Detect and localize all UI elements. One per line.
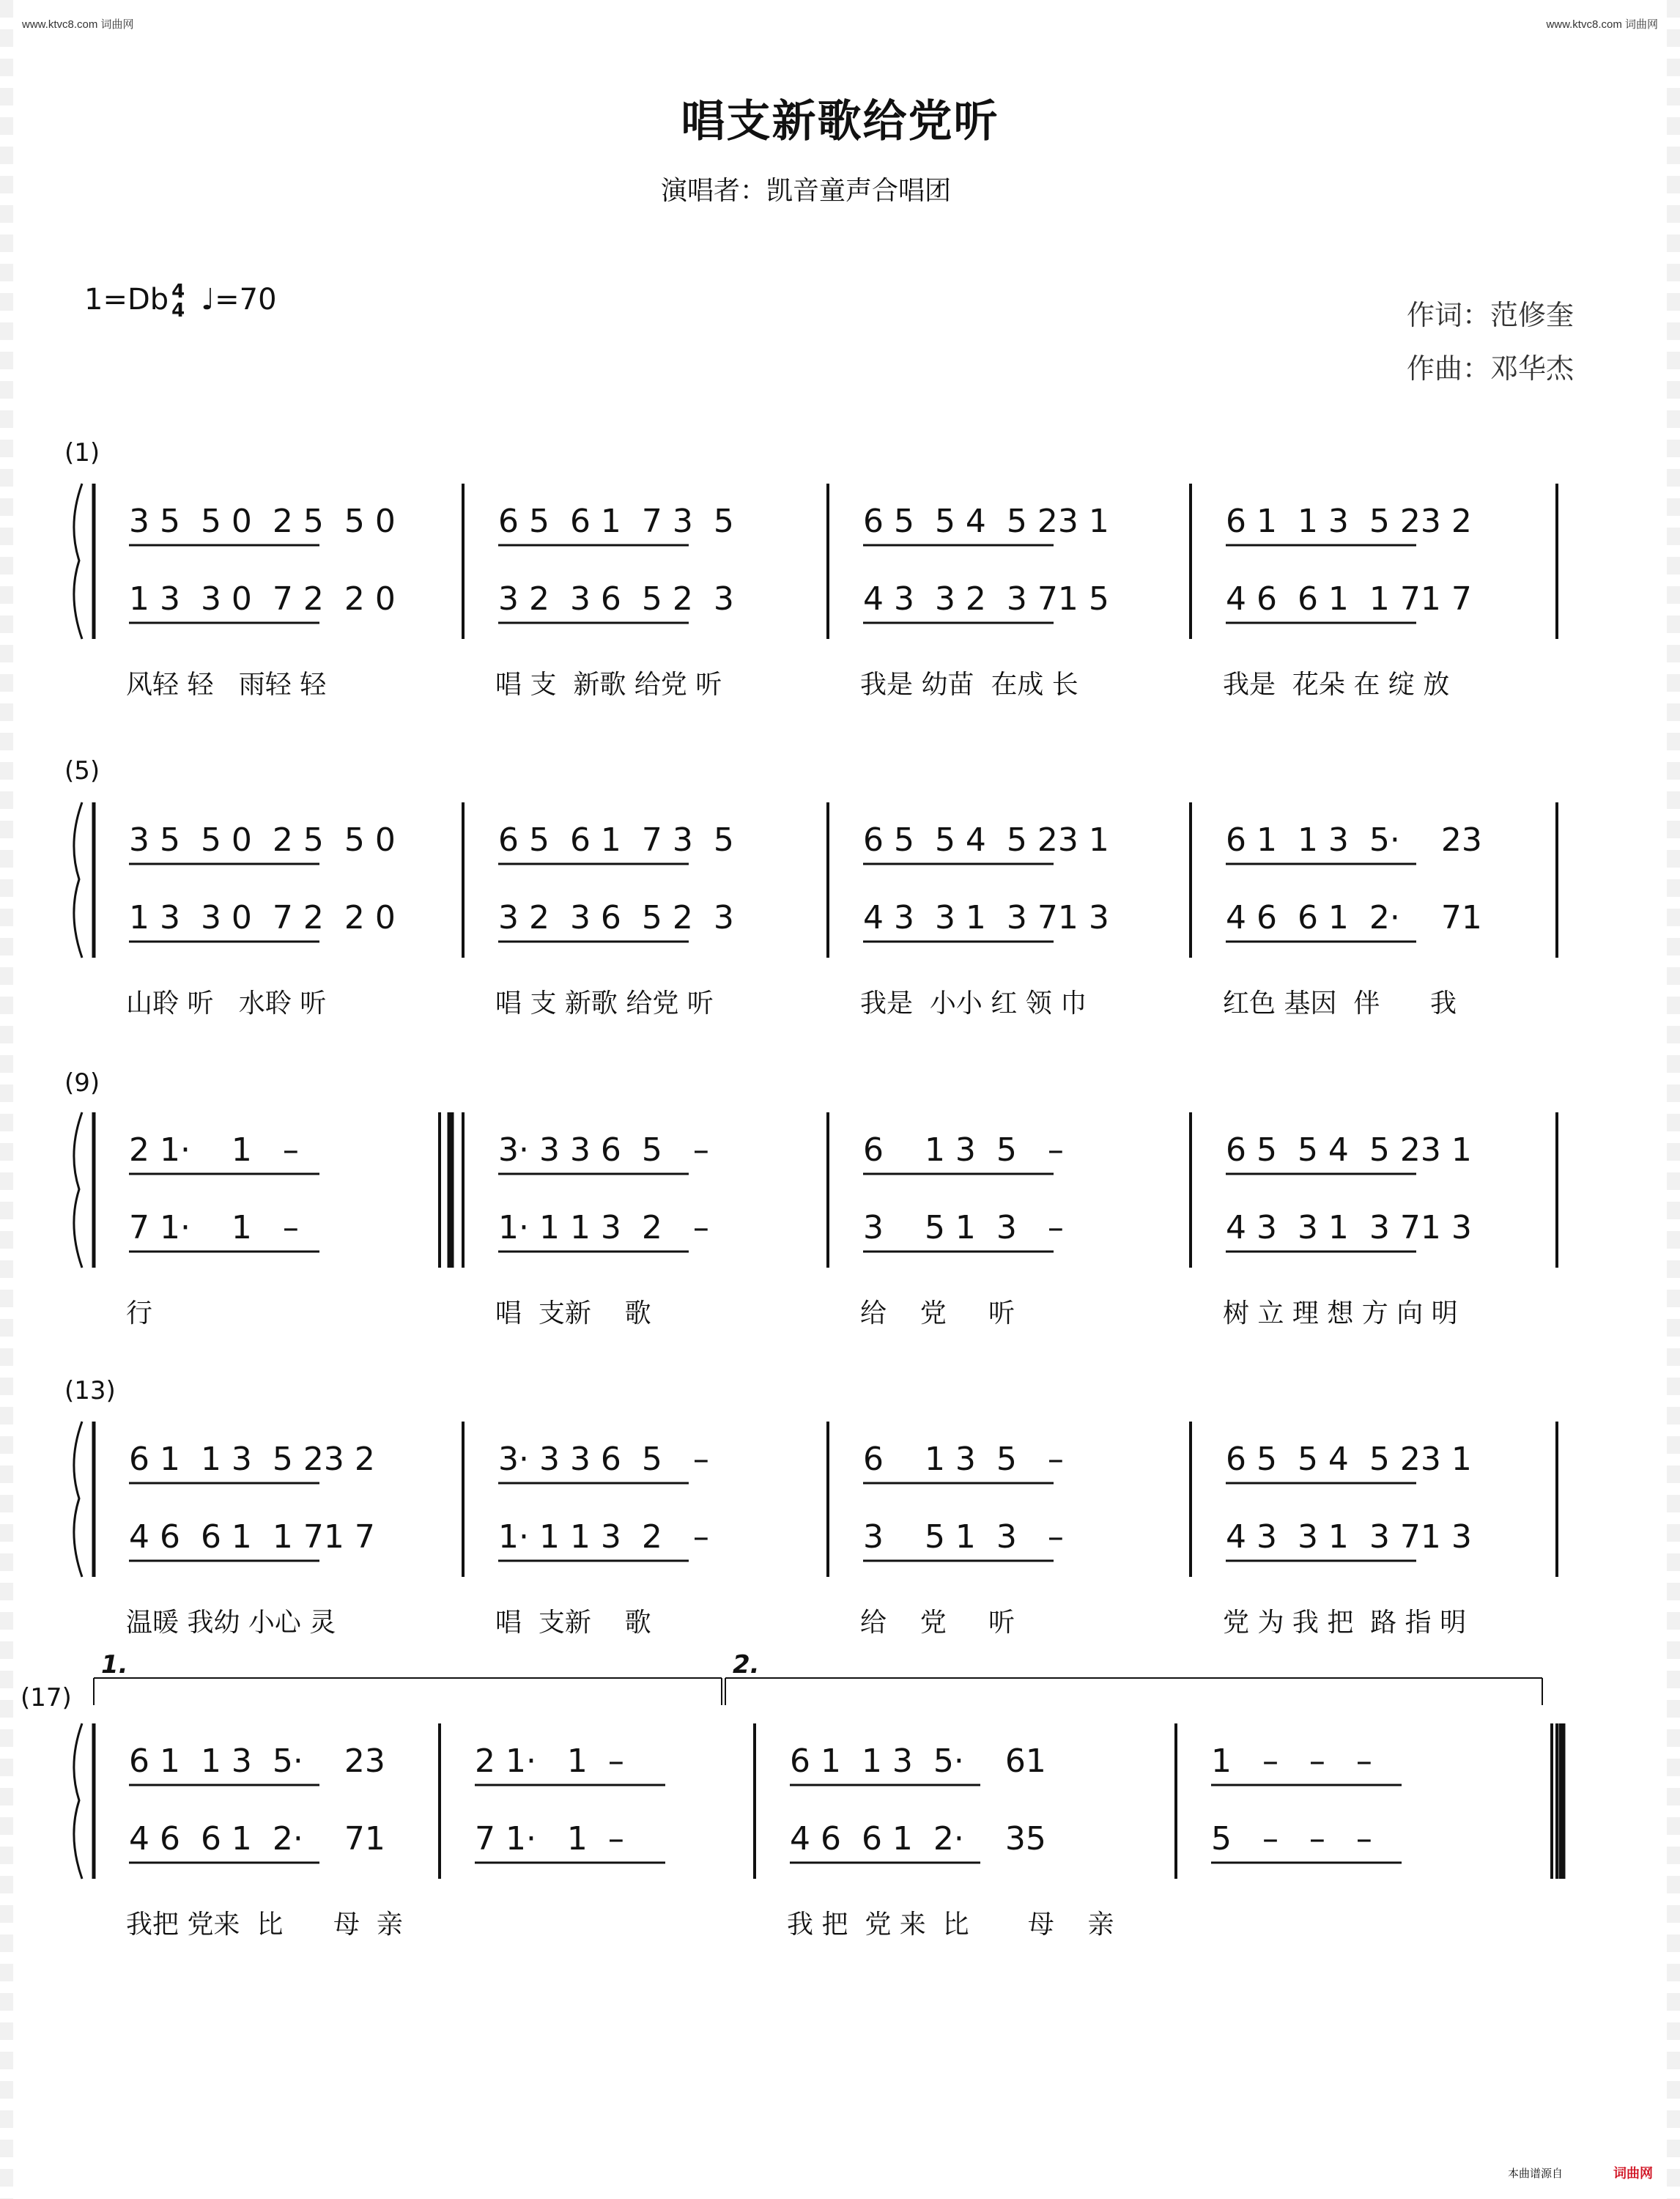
system-brace [74, 484, 82, 639]
upper-voice-notes: 6 1 1 3 5· 23 [129, 1742, 385, 1780]
lyrics-line: 给 党 听 [860, 1608, 1015, 1638]
key-signature: 1=Db [84, 283, 169, 317]
upper-voice-notes: 6 1 1 3 5· 23 [1226, 821, 1482, 859]
upper-voice-notes: 6 1 1 3 5 23 2 [129, 1441, 375, 1478]
lyrics-line: 我是 幼苗 在成 长 [860, 670, 1078, 700]
upper-voice-notes: 3· 3 3 6 5 – [498, 1441, 709, 1478]
system-number: (1) [64, 438, 100, 467]
lower-voice-notes: 4 6 6 1 1 71 7 [129, 1518, 375, 1556]
upper-voice-notes: 3 5 5 0 2 5 5 0 [129, 503, 396, 540]
upper-voice-notes: 6 1 1 3 5· 61 [790, 1742, 1046, 1780]
lyrics-line: 我把 党来 比 母 亲 [126, 1910, 403, 1940]
lower-voice-notes: 4 6 6 1 2· 35 [790, 1820, 1046, 1858]
upper-voice-notes: 3· 3 3 6 5 – [498, 1131, 709, 1169]
upper-voice-notes: 6 5 5 4 5 23 1 [1226, 1131, 1472, 1169]
lyrics-line: 唱 支 新歌 给党 听 [495, 988, 714, 1019]
time-signature-top: 4 [171, 281, 185, 303]
lyrics-line: 我 把 党 来 比 母 亲 [787, 1910, 1114, 1940]
watermark-right: www.ktvc8.com 词曲网 [1546, 18, 1658, 31]
lower-voice-notes: 1 3 3 0 7 2 2 0 [129, 899, 396, 936]
lyricist: 作词：范修奎 [1406, 299, 1574, 331]
upper-voice-notes: 2 1· 1 – [475, 1742, 624, 1780]
lower-voice-notes: 4 6 6 1 2· 71 [129, 1820, 385, 1858]
system-number: (9) [64, 1068, 100, 1098]
footer-source: 本曲谱源自 [1508, 2167, 1564, 2180]
lower-voice-notes: 7 1· 1 – [129, 1209, 299, 1246]
lower-voice-notes: 1 3 3 0 7 2 2 0 [129, 580, 396, 618]
system-number: (13) [64, 1376, 116, 1405]
upper-voice-notes: 6 1 1 3 5 23 2 [1226, 503, 1472, 540]
lower-voice-notes: 7 1· 1 – [475, 1820, 624, 1858]
upper-voice-notes: 6 5 5 4 5 23 1 [863, 821, 1109, 859]
tempo-marking: =70 [215, 283, 277, 317]
upper-voice-notes: 6 5 6 1 7 3 5 [498, 821, 734, 859]
system-number: (5) [64, 756, 100, 786]
lyrics-line: 我是 小小 红 领 巾 [860, 988, 1087, 1019]
lyrics-line: 树 立 理 想 方 向 明 [1223, 1298, 1458, 1328]
lower-voice-notes: 1· 1 1 3 2 – [498, 1209, 709, 1246]
lyrics-line: 给 党 听 [860, 1298, 1015, 1328]
lower-voice-notes: 3 2 3 6 5 2 3 [498, 580, 734, 618]
lyrics-line: 行 [126, 1298, 153, 1328]
lower-voice-notes: 5 – – – [1211, 1820, 1372, 1858]
lower-voice-notes: 4 3 3 2 3 71 5 [863, 580, 1109, 618]
lyrics-line: 党 为 我 把 路 指 明 [1223, 1608, 1467, 1638]
quarter-note-icon: ♩ [201, 283, 215, 317]
upper-voice-notes: 3 5 5 0 2 5 5 0 [129, 821, 396, 859]
lower-voice-notes: 3 2 3 6 5 2 3 [498, 899, 734, 936]
lyrics-line: 唱 支新 歌 [495, 1608, 651, 1638]
system-brace [74, 1422, 82, 1577]
lyrics-line: 山聆 听 水聆 听 [126, 988, 327, 1019]
lyrics-line: 我是 花朵 在 绽 放 [1223, 670, 1450, 700]
upper-voice-notes: 6 1 3 5 – [863, 1131, 1064, 1169]
upper-voice-notes: 2 1· 1 – [129, 1131, 299, 1169]
lyrics-line: 红色 基因 伴 我 [1223, 988, 1457, 1019]
lower-voice-notes: 4 6 6 1 2· 71 [1226, 899, 1482, 936]
lower-voice-notes: 4 3 3 1 3 71 3 [1226, 1209, 1472, 1246]
watermark-left: www.ktvc8.com 词曲网 [22, 18, 134, 31]
upper-voice-notes: 1 – – – [1211, 1742, 1372, 1780]
upper-voice-notes: 6 5 5 4 5 23 1 [1226, 1441, 1472, 1478]
score-title: 唱支新歌给党听 [681, 96, 999, 147]
second-ending-label: 2. [733, 1650, 760, 1679]
upper-voice-notes: 6 5 6 1 7 3 5 [498, 503, 734, 540]
system-number: (17) [21, 1683, 72, 1712]
lower-voice-notes: 4 3 3 1 3 71 3 [1226, 1518, 1472, 1556]
lyrics-line: 唱 支新 歌 [495, 1298, 651, 1328]
lyrics-line: 唱 支 新歌 给党 听 [495, 670, 722, 700]
lower-voice-notes: 1· 1 1 3 2 – [498, 1518, 709, 1556]
system-brace [74, 1723, 82, 1879]
composer: 作曲：邓华杰 [1406, 352, 1574, 385]
upper-voice-notes: 6 1 3 5 – [863, 1441, 1064, 1478]
upper-voice-notes: 6 5 5 4 5 23 1 [863, 503, 1109, 540]
footer-site-logo: 词曲网 [1613, 2166, 1653, 2181]
performer-line: 演唱者：凯音童声合唱团 [660, 176, 951, 206]
system-brace [74, 1112, 82, 1268]
first-ending-label: 1. [101, 1650, 128, 1679]
lower-voice-notes: 3 5 1 3 – [863, 1518, 1064, 1556]
lower-voice-notes: 4 6 6 1 1 71 7 [1226, 580, 1472, 618]
system-brace [74, 802, 82, 958]
lower-voice-notes: 4 3 3 1 3 71 3 [863, 899, 1109, 936]
time-signature-bottom: 4 [171, 300, 185, 322]
lyrics-line: 风轻 轻 雨轻 轻 [126, 670, 327, 700]
lyrics-line: 温暖 我幼 小心 灵 [126, 1608, 336, 1638]
lower-voice-notes: 3 5 1 3 – [863, 1209, 1064, 1246]
